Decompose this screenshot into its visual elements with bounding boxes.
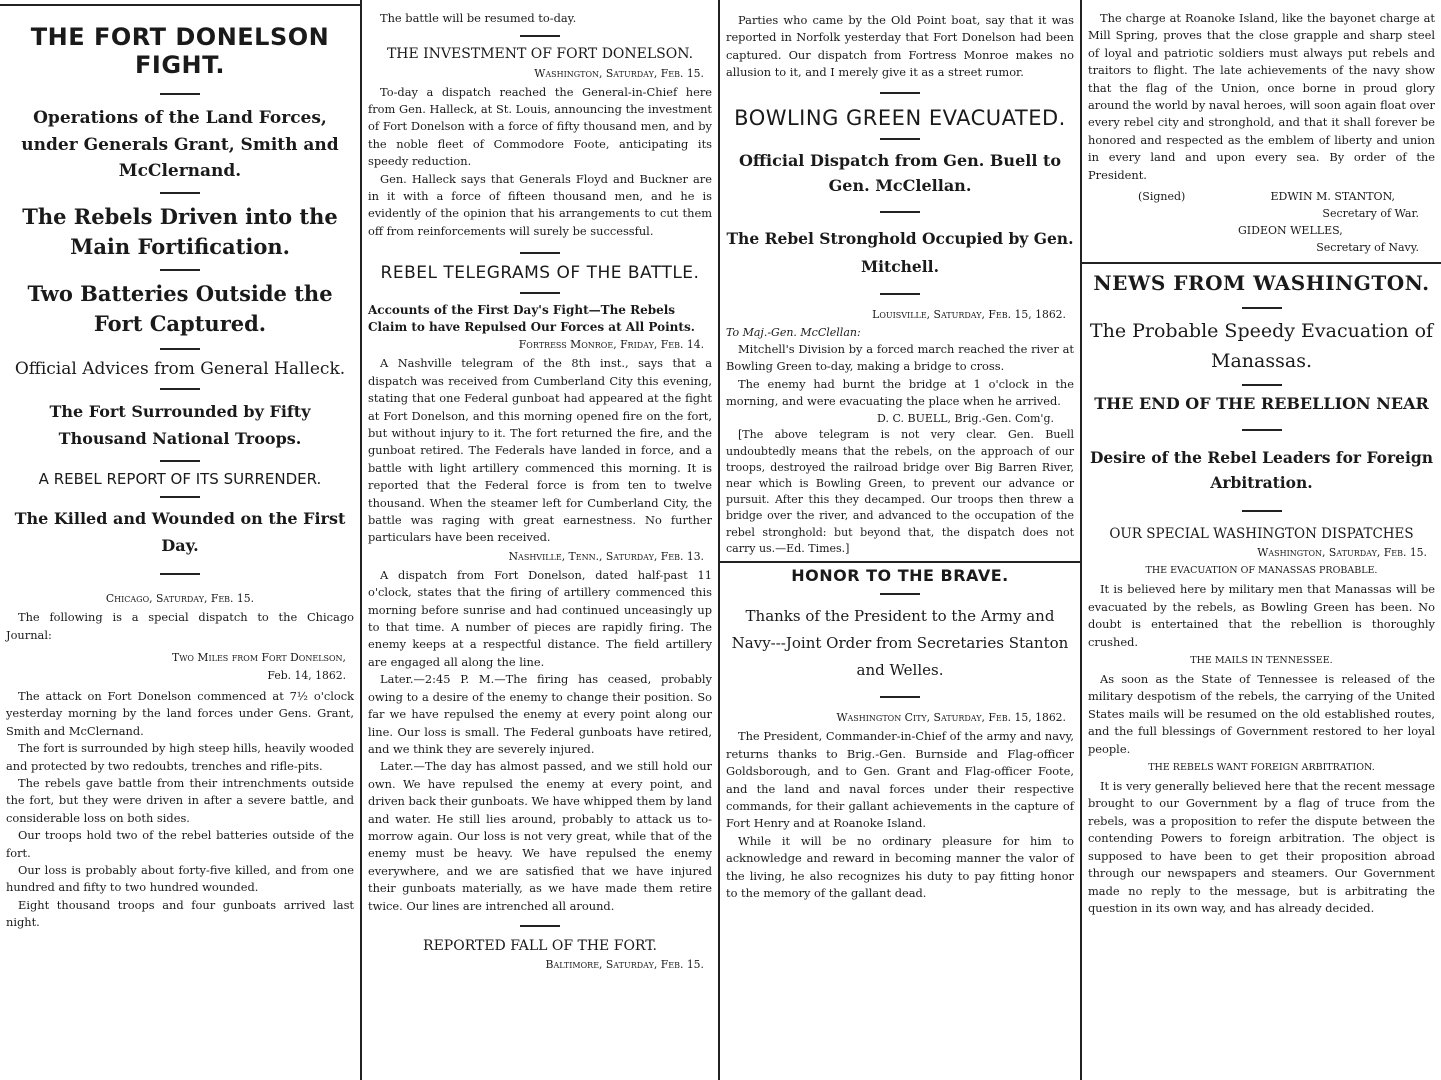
divider	[520, 252, 560, 254]
section-rule	[720, 561, 1080, 563]
headline-bowling-green: BOWLING GREEN EVACUATED.	[734, 105, 1066, 130]
signature-line	[1088, 188, 1435, 205]
subhead-rebel-report: A REBEL REPORT OF ITS SURRENDER.	[38, 470, 322, 489]
dateline: Fortress Monroe, Friday, Feb. 14.	[518, 338, 704, 352]
subhead-first-day: Accounts of the First Day's Fight—The Rebels Claim to have Repulsed Our Forces at All Points.	[368, 302, 695, 334]
paragraph: While it will be no ordinary pleasure for him to acknowledge and reward in becoming manner the valor of the living, he also recognizes his duty to pay fitting honor to the memory of the gallant dead.	[726, 833, 1074, 901]
divider	[880, 593, 920, 595]
subhead-special-dispatches: OUR SPECIAL WASHINGTON DISPATCHES	[1109, 525, 1414, 542]
subhead-killed-wounded: The Killed and Wounded on the First Day.	[14, 509, 346, 555]
divider	[160, 460, 200, 462]
salutation: To Maj.-Gen. McClellan:	[726, 325, 861, 339]
divider	[160, 269, 200, 271]
signature: D. C. BUELL, Brig.-Gen. Com'g.	[877, 412, 1054, 426]
paragraph: Later.—The day has almost passed, and we still hold our own. We have repulsed the enemy at every point, and driven back their gunboats. We have whipped them by land and water. He still lies around, probably to attack us to-morrow again. Our loss is not very great, while that of the enemy must be heavy. We have repulsed the enemy everywhere, and we are satisfied that we have injured their gunboats materially, as we have made them retire twice. Our lines are intrenched all around.	[368, 759, 712, 913]
subhead-thanks-president: Thanks of the President to the Army and Navy---Joint Order from Secretaries Stanton and Welles.	[731, 607, 1069, 680]
section-label: THE MAILS IN TENNESSEE.	[1190, 655, 1333, 667]
divider	[880, 211, 920, 213]
paragraph: The following is a special dispatch to the Chicago Journal:	[6, 610, 354, 642]
divider	[1242, 429, 1282, 431]
paragraph: It is very generally believed here that the recent message brought to our Government by a flag of truce from the rebels, was a proposition to refer the dispute between the contending Powers to foreign arbitration. The object is supposed to have been to get their proposition abroad through our newspapers and steamers. Our Government made no reply to the message, but is arbitrating the question in its own way, and has already decided.	[1088, 779, 1435, 915]
signature-block	[1088, 188, 1435, 256]
paragraph: The enemy had burnt the bridge at 1 o'clock in the morning, and were evacuating the place when he arrived.	[726, 376, 1074, 408]
divider	[1242, 510, 1282, 512]
subhead-batteries-captured: Two Batteries Outside the Fort Captured.	[27, 281, 333, 337]
top-rule	[0, 4, 360, 6]
paragraph: Gen. Halleck says that Generals Floyd and Buckner are in it with a force of fifteen thousand men, and he is evidently of the opinion that his arrangements to cut them off from reinforcements will surely be successful.	[368, 171, 712, 238]
dateline: Two Miles from Fort Donelson,	[172, 650, 346, 664]
paragraph: Parties who came by the Old Point boat, say that it was reported in Norfolk yesterday that Fort Donelson had been captured. Our dispatch from Fortress Monroe makes no allusion to it, and I merely give it as a street rumor.	[726, 13, 1074, 80]
signature-welles: GIDEON WELLES,	[1238, 224, 1343, 238]
subhead-fort-surrounded: The Fort Surrounded by Fifty Thousand National Troops.	[49, 401, 311, 449]
paragraph: The fort is surrounded by high steep hills, heavily wooded and protected by two redoubts, trenches and rifle-pits.	[6, 741, 354, 773]
subhead-investment: THE INVESTMENT OF FORT DONELSON.	[386, 46, 694, 63]
paragraph: Eight thousand troops and four gunboats arrived last night.	[6, 897, 354, 930]
dateline: Washington, Saturday, Feb. 15.	[534, 66, 704, 80]
headline-honor-brave: HONOR TO THE BRAVE.	[791, 565, 1009, 585]
divider	[880, 92, 920, 94]
divider	[160, 496, 200, 498]
dateline: Washington, Saturday, Feb. 15.	[1257, 546, 1427, 560]
signature-title: Secretary of War.	[1322, 207, 1419, 221]
subhead-official-dispatch: Official Dispatch from Gen. Buell to Gen. McClellan.	[738, 150, 1062, 196]
column-1	[0, 0, 360, 1080]
dateline: Feb. 14, 1862.	[267, 668, 346, 682]
paragraph: A Nashville telegram of the 8th inst., says that a dispatch was received from Cumberland City this evening, stating that one Federal gunboat had appeared at the fight at Fort Donelson, and this morning opened fire on the fort, but without injury to it. The fort returned the fire, and the gunboat retired. The Federals have landed in force, and a battle with light artillery commenced this morning. It is reported that the Federal force is from ten to twelve thousand. When the steamer left for Cumberland City, the battle was raging with great earnestness. No further particulars have been received.	[368, 356, 712, 545]
section-label: THE EVACUATION OF MANASSAS PROBABLE.	[1145, 565, 1378, 577]
divider	[160, 93, 200, 95]
signature-title: Secretary of Navy.	[1316, 241, 1419, 255]
divider	[1242, 384, 1282, 386]
divider	[880, 138, 920, 140]
subhead-reported-fall: REPORTED FALL OF THE FORT.	[423, 937, 657, 954]
column-2	[362, 0, 718, 1080]
divider	[160, 192, 200, 194]
divider	[520, 35, 560, 37]
signature-stanton: EDWIN M. STANTON,	[1270, 190, 1395, 204]
paragraph: Mitchell's Division by a forced march reached the river at Bowling Green to-day, making a bridge to cross.	[726, 341, 1074, 374]
dateline: Baltimore, Saturday, Feb. 15.	[545, 958, 704, 972]
paragraph: It is believed here by military men that Manassas will be evacuated by the rebels, as Bowling Green has been. No doubt is entertained that the rebellion is thoroughly crushed.	[1088, 582, 1435, 649]
headline-fort-donelson: THE FORT DONELSON FIGHT.	[30, 23, 330, 79]
paragraph: Later.—2:45 P. M.—The firing has ceased, probably owing to a desire of the enemy to change their position. So far we have repulsed the enemy at every point along our line. Our loss is small. The Federal gunboats have retired, and we think they are severely injured.	[368, 672, 712, 756]
column-4	[1082, 0, 1441, 1080]
subhead-foreign-arbitration: Desire of the Rebel Leaders for Foreign Arbitration.	[1089, 447, 1434, 493]
headline-rebel-telegrams: REBEL TELEGRAMS OF THE BATTLE.	[380, 263, 700, 284]
paragraph: To-day a dispatch reached the General-in-Chief here from Gen. Halleck, at St. Louis, announcing the investment of Fort Donelson with a force of fifty thousand men, and by the noble fleet of Commodore Foote, anticipating its speedy reduction.	[368, 84, 712, 169]
subhead-rebels-driven: The Rebels Driven into the Main Fortification.	[22, 204, 338, 259]
dateline: Chicago, Saturday, Feb. 15.	[105, 592, 255, 606]
paragraph: As soon as the State of Tennessee is released of the military despotism of the rebels, the carrying of the United States mails will be resumed on the old established routes, and the full blessings of Government restored to her loyal people.	[1088, 672, 1435, 756]
paragraph: Our loss is probably about forty-five killed, and from one hundred and fifty to two hundred wounded.	[6, 863, 354, 895]
subhead-land-forces: Operations of the Land Forces, under Generals Grant, Smith and McClernand.	[21, 108, 339, 181]
divider	[1242, 307, 1282, 309]
divider	[520, 925, 560, 927]
headline-news-washington: NEWS FROM WASHINGTON.	[1093, 271, 1430, 296]
dateline: Nashville, Tenn., Saturday, Feb. 13.	[508, 549, 704, 563]
subhead-halleck: Official Advices from General Halleck.	[14, 358, 346, 379]
section-label: THE REBELS WANT FOREIGN ARBITRATION.	[1148, 762, 1375, 774]
subhead-manassas: The Probable Speedy Evacuation of Manassas.	[1089, 320, 1434, 372]
dateline: Louisville, Saturday, Feb. 15, 1862.	[872, 307, 1066, 321]
paragraph: The President, Commander-in-Chief of the army and navy, returns thanks to Brig.-Gen. Burnside and Flag-officer Goldsborough, and to Gen. Grant and Flag-officer Foote, and the land and naval forces under their respective commands, for their gallant achievements in the capture of Fort Henry and at Roanoke Island.	[726, 729, 1074, 831]
signed-label: (Signed)	[1138, 190, 1186, 204]
section-rule	[1082, 262, 1441, 264]
paragraph: [The above telegram is not very clear. Gen. Buell undoubtedly means that the rebels, on the approach of our troops, destroyed the railroad bridge over Big Barren River, near which is Bowling Green, to prevent our advance or pursuit. After this they decamped. Our troops then threw a bridge over the river, and advanced to the occupation of the rebel stronghold: but beyond that, the dispatch does not carry us.—Ed. Times.]	[726, 428, 1074, 555]
subhead-rebel-stronghold: The Rebel Stronghold Occupied by Gen. Mitchell.	[726, 228, 1074, 276]
paragraph: The charge at Roanoke Island, like the bayonet charge at Mill Spring, proves that the close grapple and sharp steel of loyal and patriotic soldiers must always put rebels and traitors to flight. The late achievements of the navy show that the flag of the Union, once borne in proud glory around the world by naval heroes, will soon again float over every rebel city and stronghold, and that it shall forever be honored and respected as the emblem of liberty and union in every land and upon every sea. By order of the President.	[1088, 11, 1435, 182]
subhead-end-rebellion: THE END OF THE REBELLION NEAR	[1094, 393, 1429, 413]
dateline: Washington City, Saturday, Feb. 15, 1862.	[836, 711, 1066, 725]
divider	[160, 573, 200, 575]
column-3	[720, 0, 1080, 1080]
paragraph: A dispatch from Fort Donelson, dated half-past 11 o'clock, states that the firing of artillery commenced this morning before sunrise and had continued unceasingly up to that time. A number of pieces are rapidly firing. The enemy keeps at a respectful distance. The field artillery are engaged all along the line.	[368, 567, 712, 669]
paragraph: Our troops hold two of the rebel batteries outside of the fort.	[6, 828, 354, 860]
divider	[880, 293, 920, 295]
divider	[160, 348, 200, 350]
divider	[520, 292, 560, 294]
divider	[160, 388, 200, 390]
divider	[880, 696, 920, 698]
paragraph: The rebels gave battle from their intrenchments outside the fort, but they were driven in after a severe battle, and considerable loss on both sides.	[6, 775, 354, 825]
paragraph: The battle will be resumed to-day.	[380, 11, 577, 25]
paragraph: The attack on Fort Donelson commenced at 7½ o'clock yesterday morning by the land forces under Gens. Grant, Smith and McClernand.	[6, 688, 354, 738]
